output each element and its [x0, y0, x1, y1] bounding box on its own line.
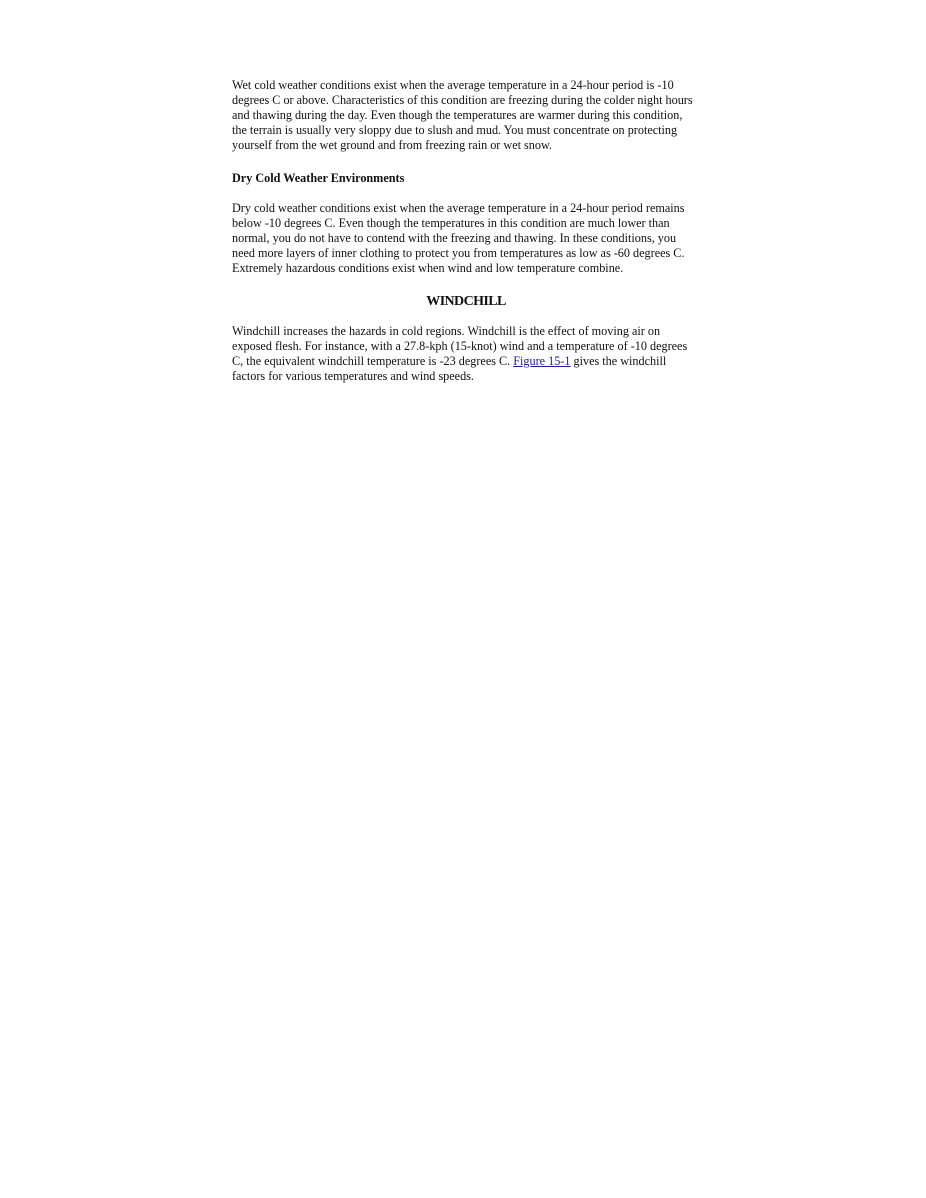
windchill-text-before-link: Windchill increases the hazards in cold regions. Windchill is the effect of moving air on exposed flesh. For instance, with a 27.8-kph (15-knot) wind and a temperature of -10 degrees C, the equivalent windchill temperature is -23 degrees C. [232, 324, 688, 368]
windchill-paragraph [232, 324, 700, 384]
figure-15-1-link[interactable]: Figure 15-1 [513, 354, 571, 368]
windchill-text-after-link: gives the windchill factors for various temperatures and wind speeds. [232, 354, 667, 383]
dry-cold-heading: Dry Cold Weather Environments [232, 171, 405, 185]
windchill-title: WINDCHILL [426, 294, 506, 309]
wet-cold-paragraph: Wet cold weather conditions exist when the average temperature in a 24-hour period is -10 degrees C or above. Characteristics of this condition are freezing during the colder night hours and thawing during the day. Even though the temperatures are warmer during this condition, the terrain is usually very sloppy due to slush and mud. You must concentrate on protecting yourself from the wet ground and from freezing rain or wet snow. [232, 78, 693, 152]
page-content [232, 78, 700, 402]
dry-cold-paragraph: Dry cold weather conditions exist when the average temperature in a 24-hour period remains below -10 degrees C. Even though the temperatures in this condition are much lower than normal, you do not have to contend with the freezing and thawing. In these conditions, you need more layers of inner clothing to protect you from temperatures as low as -60 degrees C. Extremely hazardous conditions exist when wind and low temperature combine. [232, 201, 685, 275]
